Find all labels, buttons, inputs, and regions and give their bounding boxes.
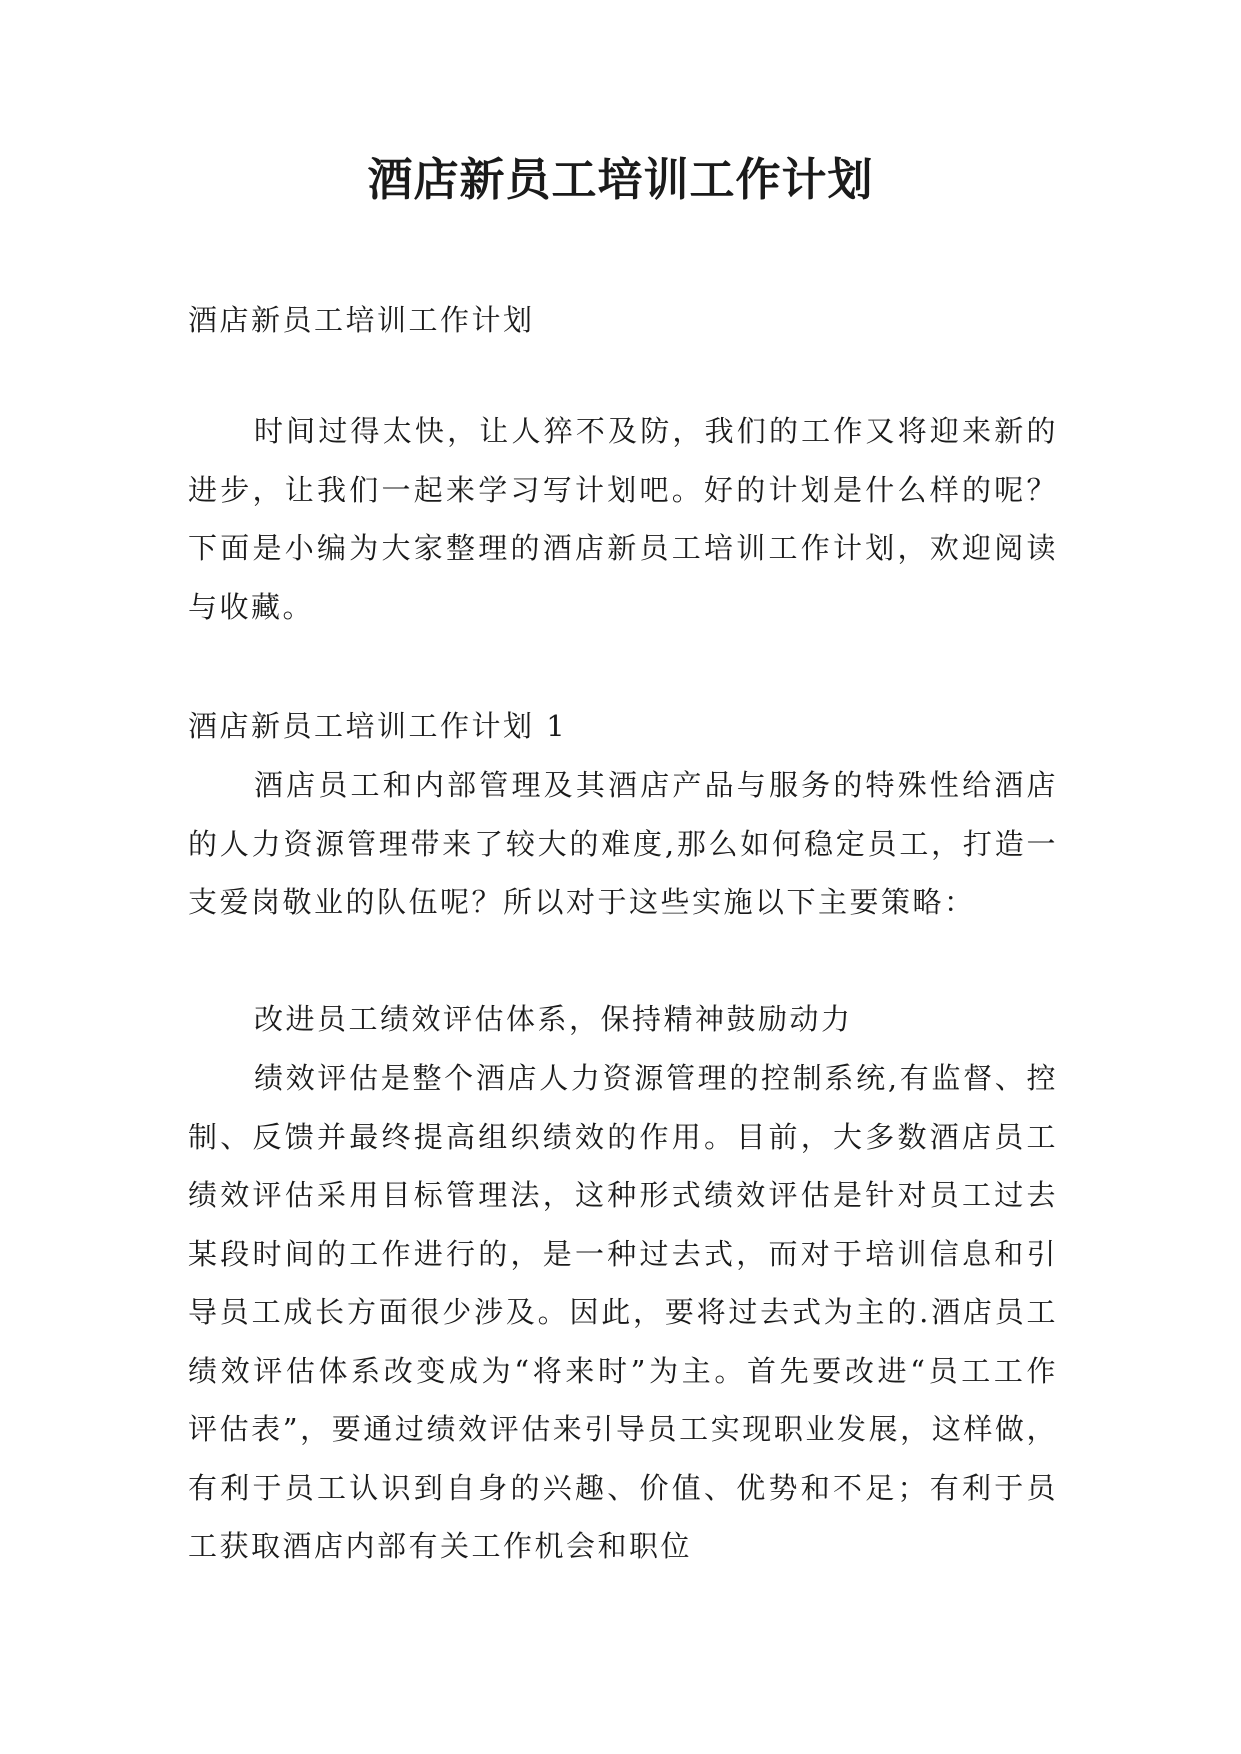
document-subtitle: 酒店新员工培训工作计划 bbox=[188, 303, 535, 337]
body-paragraph: 绩效评估是整个酒店人力资源管理的控制系统,有监督、控制、反馈并最终提高组织绩效的作用。目前，大多数酒店员工绩效评估采用目标管理法，这种形式绩效评估是针对员工过去某段时间的工作进行的，是一种过去式，而对于培训信息和引导员工成长方面很少涉及。因此，要将过去式为主的.酒店员工绩效评估体系改变成为“将来时”为主。首先要改进“员工工作评估表”，要通过绩效评估来引导员工实现职业发展，这样做，有利于员工认识到自身的兴趣、价值、优势和不足；有利于员工获取酒店内部有关工作机会和职位 bbox=[188, 1061, 1058, 1563]
intro-paragraph: 时间过得太快，让人猝不及防，我们的工作又将迎来新的进步，让我们一起来学习写计划吧。好的计划是什么样的呢？下面是小编为大家整理的酒店新员工培训工作计划，欢迎阅读与收藏。 bbox=[188, 414, 1058, 624]
document-title: 酒店新员工培训工作计划 bbox=[367, 153, 874, 206]
section-heading: 酒店新员工培训工作计划 1 bbox=[188, 709, 568, 743]
body-paragraph: 酒店员工和内部管理及其酒店产品与服务的特殊性给酒店的人力资源管理带来了较大的难度,那么如何稳定员工，打造一支爱岗敬业的队伍呢？所以对于这些实施以下主要策略： bbox=[188, 768, 1058, 919]
body-paragraph-heading: 改进员工绩效评估体系，保持精神鼓励动力 bbox=[254, 1002, 853, 1036]
